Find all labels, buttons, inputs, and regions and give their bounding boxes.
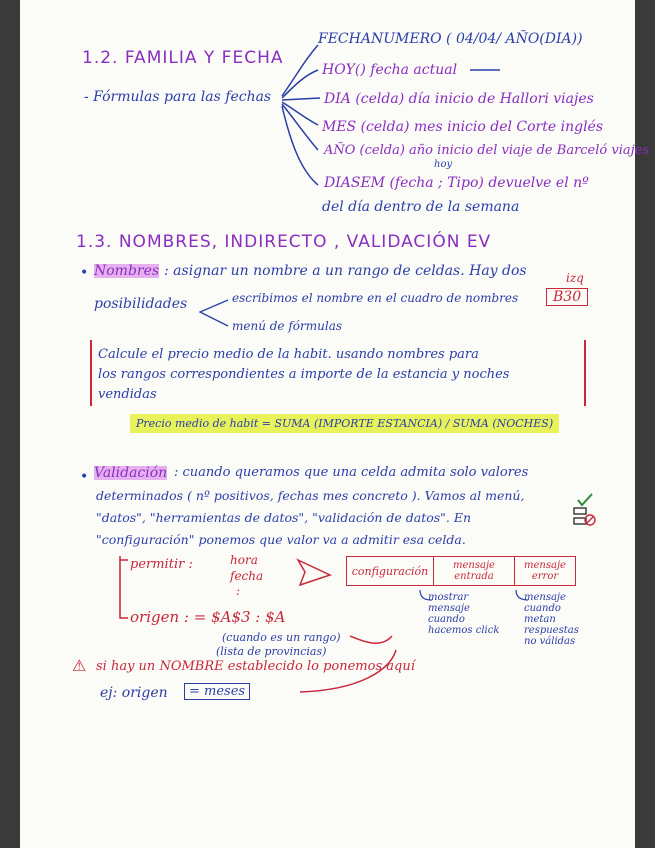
formula-ano: AÑO (celda) año inicio del viaje de Barceló viajes	[324, 143, 650, 158]
validacion-line-3: "datos", "herramientas de datos", "validación de datos". En	[96, 510, 472, 525]
nombres-option2: menú de fórmulas	[232, 319, 343, 333]
section-title-fecha: 1.2. FAMILIA Y FECHA	[82, 48, 284, 68]
validacion-line-2: determinados ( nº positivos, fechas mes concreto ). Vamos al menú,	[96, 488, 525, 503]
exercise-line-1: Calcule el precio medio de la habit. usando nombres para	[98, 347, 479, 362]
warning-text: si hay un NOMBRE establecido lo ponemos aquí	[96, 659, 415, 674]
origen-formula: origen : = $A$3 : $A	[130, 608, 286, 626]
warning-icon: ⚠	[72, 656, 87, 675]
izq-note: izq	[566, 271, 584, 285]
tab-note-error: mensaje cuando metan respuestas no válidas	[524, 592, 579, 647]
bullet-validacion: •	[80, 469, 89, 485]
formula-precio-medio: Precio medio de habit = SUMA (IMPORTE ESTANCIA) / SUMA (NOCHES)	[130, 414, 559, 433]
validacion-line-4: "configuración" ponemos que valor va a admitir esa celda.	[96, 532, 466, 547]
exercise-line-3: vendidas	[98, 387, 157, 402]
permitir-label: permitir :	[130, 557, 193, 572]
formula-mes: MES (celda) mes inicio del Corte inglés	[322, 119, 604, 135]
fecha-subtitle: - Fórmulas para las fechas	[84, 89, 272, 105]
formula-diasem: DIASEM (fecha ; Tipo) devuelve el nº	[324, 175, 589, 191]
permitir-dots: :	[236, 584, 241, 598]
validation-icon	[574, 494, 595, 525]
permitir-fecha: fecha	[230, 569, 264, 583]
tab-configuracion[interactable]: configuración	[347, 557, 434, 585]
origen-note-2: (lista de provincias)	[216, 645, 327, 658]
hoy-note: hoy	[434, 159, 453, 170]
nombres-line2: posibilidades	[94, 296, 188, 312]
nombres-option1: escribimos el nombre en el cuadro de nombres	[232, 291, 519, 305]
formula-fechanumero: FECHANUMERO ( 04/04/ AÑO(DIA))	[318, 31, 583, 47]
origen-note-1: (cuando es un rango)	[222, 631, 341, 644]
formula-diasem-cont: del día dentro de la semana	[322, 199, 520, 215]
nombres-label: Nombres	[94, 263, 160, 279]
bullet-nombres: •	[80, 265, 89, 281]
exercise-line-2: los rangos correspondientes a importe de la estancia y noches	[98, 367, 510, 382]
formula-hoy: HOY() fecha actual	[322, 62, 458, 78]
b30-box: B30	[546, 288, 588, 306]
permitir-hora: hora	[230, 553, 258, 567]
tab-note-entrada: mostrar mensaje cuando hacemos click	[428, 592, 500, 636]
section-title-nombres: 1.3. NOMBRES, INDIRECTO , VALIDACIÓN EV	[76, 232, 492, 252]
tab-mensaje-entrada[interactable]: mensaje entrada	[434, 557, 515, 585]
validacion-label: Validación	[94, 465, 168, 481]
formula-dia: DIA (celda) día inicio de Hallori viajes	[324, 91, 594, 107]
tab-mensaje-error[interactable]: mensaje error	[524, 560, 566, 582]
validacion-line-1: : cuando queramos que una celda admita solo valores	[174, 465, 529, 480]
example-box: = meses	[184, 683, 250, 700]
example-prefix: ej: origen	[100, 685, 168, 701]
nombres-intro: : asignar un nombre a un rango de celdas. Hay dos	[164, 263, 527, 279]
